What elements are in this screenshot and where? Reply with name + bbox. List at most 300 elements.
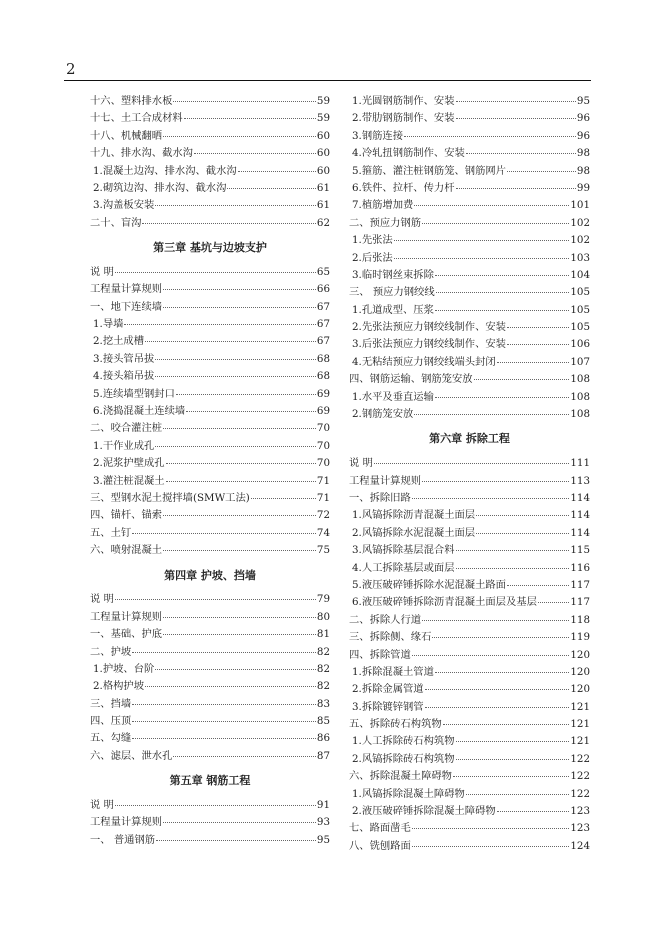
toc-entry[interactable] (349, 768, 590, 785)
toc-entry[interactable] (90, 110, 330, 127)
entry-page-number: 108 (570, 373, 590, 386)
entry-title: 五、勾缝 (90, 732, 132, 745)
entry-page-number: 82 (316, 680, 330, 693)
dot-leader (227, 188, 316, 189)
dot-leader (132, 652, 316, 653)
dot-leader (456, 550, 570, 551)
entry-title: 4.接头箱吊拔 (93, 370, 155, 383)
dot-leader (173, 101, 316, 102)
dot-leader (435, 397, 569, 398)
toc-entry[interactable] (90, 215, 330, 232)
entry-page-number: 79 (316, 593, 330, 606)
entry-page-number: 59 (316, 95, 330, 107)
entry-page-number: 62 (316, 216, 330, 229)
toc-subentry[interactable] (349, 336, 590, 353)
toc-subentry[interactable] (349, 560, 590, 577)
toc-entry[interactable] (90, 626, 330, 643)
entry-page-number: 105 (570, 321, 590, 334)
dot-leader (497, 362, 570, 363)
entry-page-number: 122 (570, 752, 590, 765)
toc-entry[interactable] (349, 284, 590, 301)
entry-page-number: 104 (570, 268, 590, 281)
entry-title: 3.后张法预应力钢绞线制作、安装 (352, 338, 506, 351)
entry-page-number: 80 (316, 610, 330, 623)
dot-leader (456, 568, 570, 569)
entry-page-number: 95 (576, 95, 590, 107)
entry-title: 6.浇捣混凝土连续墙 (93, 405, 186, 418)
toc-subentry[interactable] (349, 354, 590, 371)
toc-entry[interactable] (349, 629, 590, 646)
entry-title: 3.风镐拆除基层混合料 (352, 544, 455, 557)
entry-title: 2.先张法预应力钢绞线制作、安装 (352, 321, 506, 334)
dot-leader (132, 721, 316, 722)
dot-leader (115, 805, 316, 806)
entry-title: 5.箍筋、灌注桩钢筋笼、钢筋网片 (352, 164, 506, 177)
entry-page-number: 71 (316, 492, 330, 504)
toc-subentry[interactable] (90, 316, 330, 333)
entry-page-number: 98 (576, 147, 590, 160)
entry-page-number: 108 (570, 390, 590, 403)
entry-page-number: 123 (570, 805, 590, 818)
toc-subentry[interactable] (349, 93, 590, 110)
dot-leader (394, 258, 570, 259)
entry-title: 说 明 (349, 457, 373, 470)
toc-subentry[interactable] (90, 661, 330, 678)
dot-leader (507, 327, 569, 328)
toc-subentry[interactable] (349, 733, 590, 750)
dot-leader (194, 153, 316, 154)
dot-leader (145, 341, 316, 342)
dot-leader (163, 136, 316, 137)
toc-subentry[interactable] (349, 180, 590, 197)
entry-page-number: 121 (570, 718, 590, 731)
toc-subentry[interactable] (90, 333, 330, 350)
entry-title: 4.人工拆除基层或面层 (352, 561, 455, 574)
entry-page-number: 83 (316, 697, 330, 710)
toc-subentry[interactable] (90, 678, 330, 695)
toc-entry[interactable] (90, 281, 330, 298)
entry-page-number: 69 (316, 387, 330, 400)
entry-page-number: 117 (570, 578, 590, 591)
entry-page-number: 67 (316, 335, 330, 348)
entry-title: 1.孔道成型、压浆 (352, 303, 434, 316)
dot-leader (155, 205, 316, 206)
entry-title: 3.临时钢丝束拆除 (352, 268, 434, 281)
entry-title: 二、护坡 (90, 645, 132, 658)
toc-entry[interactable] (90, 609, 330, 626)
entry-title: 1.拆除混凝土管道 (352, 665, 434, 678)
entry-title: 五、土钉 (90, 526, 132, 539)
toc-subentry[interactable] (349, 406, 590, 423)
entry-title: 说 明 (90, 799, 114, 812)
entry-title: 四、拆除管道 (349, 648, 411, 661)
chapter-heading: 第六章 拆除工程 (429, 432, 510, 446)
dot-leader (436, 292, 570, 293)
toc-subentry[interactable] (349, 267, 590, 284)
entry-title: 十八、机械翻晒 (90, 129, 163, 142)
toc-subentry[interactable] (90, 403, 330, 420)
toc-subentry[interactable] (349, 681, 590, 698)
entry-title: 2.泥浆护壁成孔 (93, 457, 165, 470)
page-number: 2 (66, 60, 76, 78)
dot-leader (456, 759, 570, 760)
toc-subentry[interactable] (90, 351, 330, 368)
entry-page-number: 95 (316, 833, 330, 846)
toc-entry[interactable] (349, 820, 590, 837)
dot-leader (184, 118, 316, 119)
toc-subentry[interactable] (349, 145, 590, 162)
toc-subentry[interactable] (349, 542, 590, 559)
entry-page-number: 60 (316, 164, 330, 177)
entry-page-number: 115 (570, 544, 590, 557)
dot-leader (476, 533, 569, 534)
toc-entry[interactable] (349, 371, 590, 388)
dot-leader (474, 379, 570, 380)
entry-title: 三、 预应力钢绞线 (349, 286, 435, 299)
dot-leader (435, 310, 569, 311)
entry-page-number: 68 (316, 352, 330, 365)
toc-entry[interactable] (90, 490, 330, 507)
toc-entry[interactable] (90, 730, 330, 747)
entry-page-number: 101 (570, 199, 590, 212)
dot-leader (394, 240, 570, 241)
entry-title: 1.人工拆除砖石构筑物 (352, 735, 455, 748)
toc-subentry[interactable] (349, 250, 590, 267)
entry-title: 四、压顶 (90, 715, 132, 728)
toc-subentry[interactable] (90, 180, 330, 197)
dot-leader (456, 188, 576, 189)
entry-title: 三、拆除侧、缘石 (349, 631, 432, 644)
entry-title: 四、锚杆、锚索 (90, 509, 163, 522)
entry-title: 3.拆除镀锌钢管 (352, 700, 424, 713)
entry-title: 一、基础、护底 (90, 628, 163, 641)
entry-title: 4.无粘结预应力钢绞线端头封闭 (352, 355, 496, 368)
entry-title: 一、拆除旧路 (349, 492, 411, 504)
entry-page-number: 113 (570, 474, 590, 487)
entry-page-number: 124 (570, 839, 590, 852)
entry-page-number: 66 (316, 283, 330, 296)
toc-entry[interactable] (349, 647, 590, 664)
entry-title: 工程量计算规则 (90, 610, 163, 623)
dot-leader (404, 136, 576, 137)
dot-leader (538, 602, 569, 603)
toc-entry[interactable] (349, 612, 590, 629)
dot-leader (186, 411, 316, 412)
toc-subentry[interactable] (90, 368, 330, 385)
toc-entry[interactable] (349, 490, 590, 507)
entry-title: 三、型钢水泥土搅拌墙(SMW工法) (90, 492, 250, 504)
entry-title: 七、路面凿毛 (349, 822, 411, 835)
entry-title: 八、铣刨路面 (349, 839, 411, 852)
entry-page-number: 119 (570, 631, 590, 644)
entry-title: 1.先张法 (352, 234, 393, 247)
toc-subentry[interactable] (349, 128, 590, 145)
toc-entry[interactable] (90, 264, 330, 281)
dot-leader (443, 724, 570, 725)
dot-leader (422, 481, 569, 482)
dot-leader (163, 550, 316, 551)
toc-subentry[interactable] (349, 577, 590, 594)
toc-entry[interactable] (90, 832, 330, 849)
entry-page-number: 65 (316, 265, 330, 278)
toc-entry[interactable] (90, 145, 330, 162)
entry-title: 六、滤层、泄水孔 (90, 749, 173, 762)
dot-leader (432, 637, 569, 638)
entry-page-number: 87 (316, 749, 330, 762)
chapter-heading: 第五章 钢筋工程 (169, 774, 251, 788)
entry-title: 6.铁件、拉杆、传力杆 (352, 181, 455, 194)
toc-subentry[interactable] (349, 664, 590, 681)
entry-page-number: 105 (570, 286, 590, 299)
toc-entry[interactable] (90, 299, 330, 316)
dot-leader (173, 756, 316, 757)
dot-leader (142, 223, 315, 224)
entry-title: 1.风镐拆除沥青混凝土面层 (352, 509, 476, 522)
entry-title: 5.液压破碎锤拆除水泥混凝土路面 (352, 578, 506, 591)
entry-page-number: 102 (570, 234, 590, 247)
toc-entry[interactable] (90, 591, 330, 608)
entry-page-number: 105 (570, 303, 590, 316)
entry-page-number: 81 (316, 628, 330, 641)
entry-page-number: 96 (576, 129, 590, 142)
entry-page-number: 72 (316, 509, 330, 522)
toc-subentry[interactable] (349, 699, 590, 716)
entry-title: 3.接头管吊拔 (93, 352, 155, 365)
entry-page-number: 111 (570, 457, 590, 470)
toc-subentry[interactable] (349, 197, 590, 214)
dot-leader (476, 515, 569, 516)
toc-entry[interactable] (349, 838, 590, 855)
entry-title: 2.风镐拆除砖石构筑物 (352, 752, 455, 765)
entry-page-number: 117 (570, 596, 590, 609)
toc-entry[interactable] (90, 797, 330, 814)
entry-page-number: 82 (316, 645, 330, 658)
entry-title: 说 明 (90, 265, 114, 278)
toc-entry[interactable] (90, 713, 330, 730)
dot-leader (163, 822, 316, 823)
entry-title: 3.灌注桩混凝土 (93, 474, 165, 487)
entry-page-number: 106 (570, 338, 590, 351)
toc-subentry[interactable] (90, 163, 330, 180)
entry-title: 十九、排水沟、截水沟 (90, 147, 193, 160)
dot-leader (456, 101, 576, 102)
dot-leader (435, 275, 569, 276)
dot-leader (414, 414, 569, 415)
entry-title: 2.后张法 (352, 251, 393, 264)
entry-title: 1.干作业成孔 (93, 439, 155, 452)
toc-subentry[interactable] (349, 389, 590, 406)
toc-subentry[interactable] (349, 751, 590, 768)
dot-leader (163, 515, 316, 516)
toc-subentry[interactable] (90, 455, 330, 472)
toc-entry[interactable] (90, 525, 330, 542)
toc-subentry[interactable] (349, 232, 590, 249)
toc-subentry[interactable] (349, 163, 590, 180)
toc-entry[interactable] (90, 696, 330, 713)
header-rule (64, 80, 591, 81)
toc-entry[interactable] (90, 420, 330, 437)
entry-title: 2.挖土成槽 (93, 335, 145, 348)
entry-title: 五、拆除砖石构筑物 (349, 718, 442, 731)
entry-page-number: 123 (570, 822, 590, 835)
entry-title: 1.风镐拆除混凝土障碍物 (352, 787, 465, 800)
entry-page-number: 59 (316, 112, 330, 125)
entry-title: 工程量计算规则 (90, 283, 163, 296)
entry-title: 二、拆除人行道 (349, 613, 422, 626)
dot-leader (507, 585, 569, 586)
dot-leader (155, 359, 316, 360)
entry-title: 3.沟盖板安装 (93, 199, 155, 212)
entry-title: 二、预应力钢筋 (349, 216, 422, 229)
entry-title: 1.光圆钢筋制作、安装 (352, 95, 455, 107)
entry-page-number: 118 (570, 613, 590, 626)
toc-entry[interactable] (349, 716, 590, 733)
entry-page-number: 82 (316, 662, 330, 675)
entry-title: 6.液压破碎锤拆除沥青混凝土面层及基层 (352, 596, 537, 609)
entry-title: 7.植筋增加费 (352, 199, 414, 212)
entry-page-number: 121 (570, 700, 590, 713)
toc-entry[interactable] (349, 473, 590, 490)
toc-subentry[interactable] (90, 386, 330, 403)
dot-leader (456, 118, 576, 119)
entry-page-number: 67 (316, 318, 330, 331)
entry-page-number: 71 (316, 474, 330, 487)
dot-leader (412, 846, 570, 847)
entry-page-number: 70 (316, 457, 330, 470)
toc-entry[interactable] (90, 814, 330, 831)
dot-leader (166, 463, 316, 464)
dot-leader (132, 704, 316, 705)
entry-page-number: 122 (570, 770, 590, 783)
toc-subentry[interactable] (90, 197, 330, 214)
entry-title: 2.带肋钢筋制作、安装 (352, 112, 455, 125)
toc-subentry[interactable] (349, 525, 590, 542)
entry-page-number: 61 (316, 199, 330, 212)
dot-leader (374, 463, 569, 464)
dot-leader (507, 344, 569, 345)
dot-leader (176, 394, 316, 395)
toc-subentry[interactable] (349, 803, 590, 820)
entry-page-number: 60 (316, 129, 330, 142)
entry-page-number: 116 (570, 561, 590, 574)
chapter-heading: 第三章 基坑与边坡支护 (153, 241, 267, 255)
dot-leader (435, 672, 569, 673)
entry-page-number: 107 (570, 355, 590, 368)
entry-title: 十七、土工合成材料 (90, 112, 183, 125)
dot-leader (425, 689, 570, 690)
entry-page-number: 70 (316, 439, 330, 452)
entry-page-number: 121 (570, 735, 590, 748)
entry-page-number: 70 (316, 422, 330, 435)
dot-leader (145, 686, 316, 687)
entry-title: 2.拆除金属管道 (352, 683, 424, 696)
toc-subentry[interactable] (90, 438, 330, 455)
dot-leader (163, 617, 316, 618)
entry-title: 1.混凝土边沟、排水沟、截水沟 (93, 164, 237, 177)
dot-leader (412, 498, 570, 499)
entry-title: 十六、塑料排水板 (90, 95, 173, 107)
dot-leader (163, 289, 316, 290)
toc-column-left (90, 93, 330, 849)
entry-title: 1.水平及垂直运输 (352, 390, 434, 403)
entry-page-number: 108 (570, 408, 590, 421)
entry-title: 3.钢筋连接 (352, 129, 404, 142)
entry-title: 四、钢筋运输、钢筋笼安放 (349, 373, 473, 386)
entry-page-number: 120 (570, 648, 590, 661)
dot-leader (497, 811, 570, 812)
dot-leader (466, 794, 570, 795)
toc-column-right (349, 93, 590, 855)
dot-leader (507, 171, 576, 172)
entry-page-number: 114 (570, 509, 590, 522)
entry-title: 工程量计算规则 (349, 474, 422, 487)
toc-subentry[interactable] (349, 319, 590, 336)
dot-leader (156, 840, 316, 841)
entry-page-number: 86 (316, 732, 330, 745)
entry-page-number: 61 (316, 181, 330, 194)
toc-entry[interactable] (90, 748, 330, 765)
toc-subentry[interactable] (90, 473, 330, 490)
entry-title: 2.格构护坡 (93, 680, 145, 693)
dot-leader (132, 533, 316, 534)
toc-entry[interactable] (90, 507, 330, 524)
entry-title: 六、喷射混凝土 (90, 544, 163, 557)
entry-page-number: 120 (570, 683, 590, 696)
toc-entry[interactable] (90, 93, 330, 110)
entry-title: 二、咬合灌注桩 (90, 422, 163, 435)
entry-page-number: 120 (570, 665, 590, 678)
dot-leader (453, 776, 569, 777)
toc-subentry[interactable] (349, 507, 590, 524)
toc-subentry[interactable] (349, 594, 590, 611)
entry-page-number: 74 (316, 526, 330, 539)
dot-leader (115, 599, 316, 600)
dot-leader (163, 307, 316, 308)
toc-subentry[interactable] (349, 786, 590, 803)
toc-entry[interactable] (349, 455, 590, 472)
entry-page-number: 69 (316, 405, 330, 418)
toc-entry[interactable] (90, 644, 330, 661)
entry-title: 二十、盲沟 (90, 216, 142, 229)
dot-leader (124, 324, 315, 325)
entry-page-number: 85 (316, 715, 330, 728)
entry-page-number: 114 (570, 492, 590, 504)
toc-entry[interactable] (349, 215, 590, 232)
toc-subentry[interactable] (349, 302, 590, 319)
entry-title: 六、拆除混凝土障碍物 (349, 770, 452, 783)
entry-title: 三、挡墙 (90, 697, 132, 710)
dot-leader (466, 153, 576, 154)
toc-entry[interactable] (90, 542, 330, 559)
entry-page-number: 99 (576, 181, 590, 194)
dot-leader (412, 828, 570, 829)
toc-entry[interactable] (90, 128, 330, 145)
chapter-heading: 第四章 护坡、挡墙 (164, 568, 256, 582)
entry-page-number: 67 (316, 300, 330, 313)
entry-title: 2.风镐拆除水泥混凝土面层 (352, 526, 476, 539)
entry-title: 说 明 (90, 593, 114, 606)
dot-leader (155, 376, 316, 377)
entry-page-number: 122 (570, 787, 590, 800)
entry-title: 4.冷轧扭钢筋制作、安装 (352, 147, 465, 160)
dot-leader (155, 446, 316, 447)
dot-leader (425, 707, 570, 708)
toc-subentry[interactable] (349, 110, 590, 127)
entry-title: 一、地下连续墙 (90, 300, 163, 313)
entry-title: 一、 普通钢筋 (90, 833, 156, 846)
dot-leader (251, 498, 316, 499)
dot-leader (456, 741, 570, 742)
